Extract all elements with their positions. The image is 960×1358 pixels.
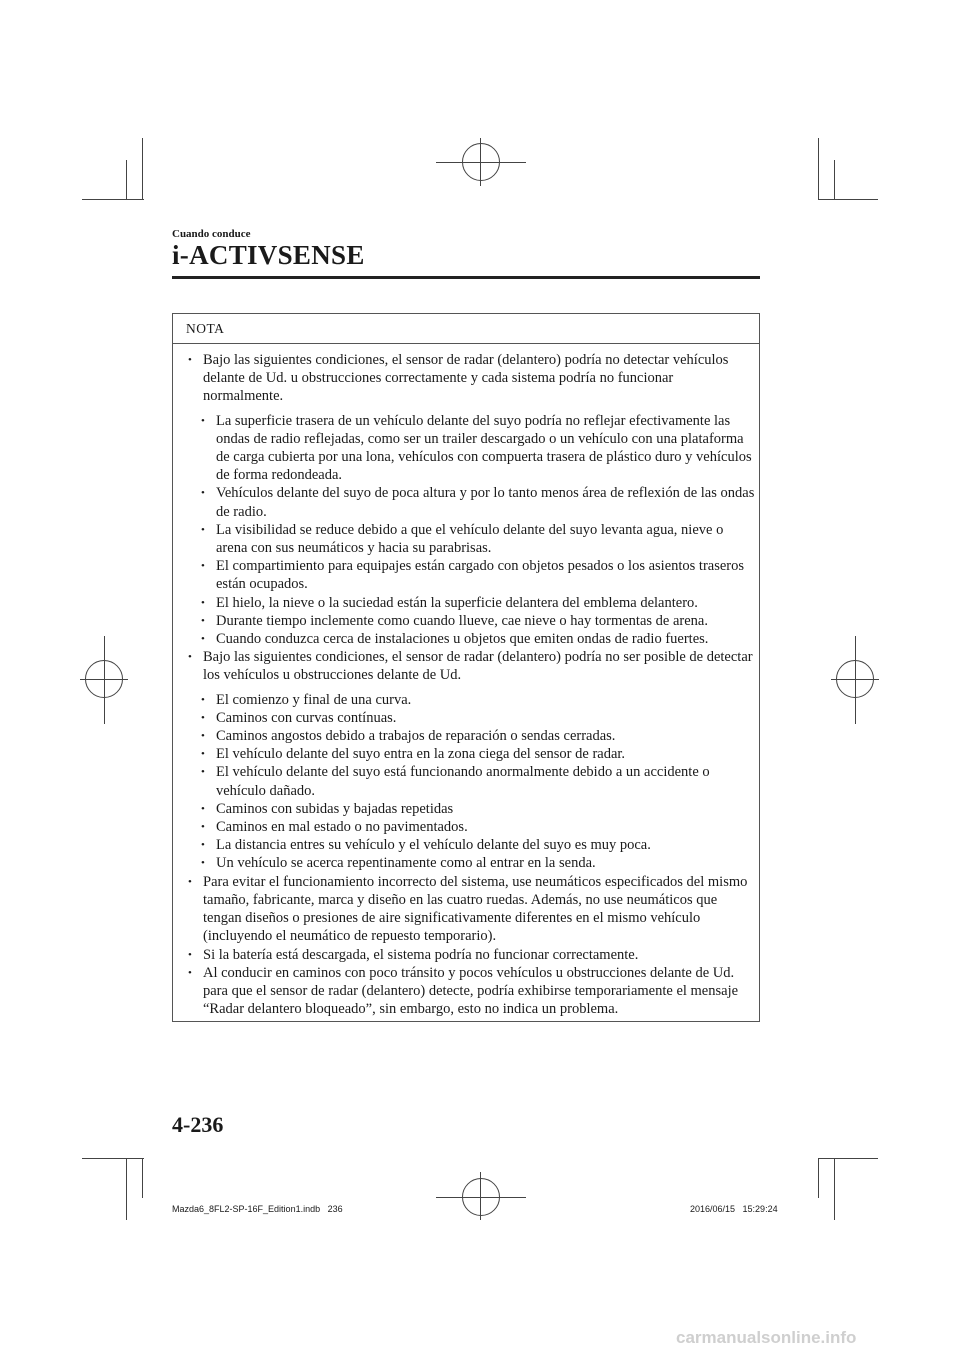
note-subitem: • La visibilidad se reduce debido a que el vehículo delante del suyo levanta agua, nieve o arena con sus neumáticos y hacia su parabrisas. <box>186 521 755 557</box>
title-rule <box>172 276 760 279</box>
note-sublist <box>186 691 759 873</box>
section-label: Cuando conduce <box>172 228 251 240</box>
page-number: 4-236 <box>172 1112 224 1137</box>
note-item-text: • Bajo las siguientes condiciones, el sensor de radar (delantero) podría no ser posible de detectar los vehículos u obstrucciones delante de Ud. <box>203 649 753 684</box>
note-subitem: • Vehículos delante del suyo de poca altura y por lo tanto menos área de reflexión de las ondas de radio. <box>186 484 755 520</box>
note-body <box>173 344 759 1018</box>
note-sublist <box>186 412 759 649</box>
note-item <box>186 946 755 964</box>
note-item-text: • Para evitar el funcionamiento incorrecto del sistema, use neumáticos especificados del mismo tamaño, fabricante, marca y diseño en las cuatro ruedas. Además, no use neumáticos que tengan diseños o presiones de aire significativamente diferentes en el mismo vehículo (incluyendo el neumático de repuesto temporario). <box>203 873 748 945</box>
file-info: Mazda6_8FL2-SP-16F_Edition1.indb 236 <box>172 1204 343 1214</box>
print-timestamp: 2016/06/15 15:29:24 <box>690 1204 778 1214</box>
note-item-text: • Bajo las siguientes condiciones, el sensor de radar (delantero) podría no detectar vehículos delante de Ud. u obstrucciones correctamente y cada sistema podría no funcionar normalmente. <box>203 352 729 405</box>
note-subitem: • El vehículo delante del suyo entra en la zona ciega del sensor de radar. <box>186 745 755 763</box>
note-subitem: • Caminos con curvas contínuas. <box>186 709 755 727</box>
note-item <box>186 873 755 946</box>
note-subitem: • Durante tiempo inclemente como cuando llueve, cae nieve o hay tormentas de arena. <box>186 612 755 630</box>
note-box <box>172 313 760 1022</box>
watermark: carmanualsonline.info <box>676 1328 857 1347</box>
note-subitem: • El hielo, la nieve o la suciedad están la superficie delantera del emblema delantero. <box>186 594 755 612</box>
note-item <box>186 964 755 1019</box>
note-label: NOTA <box>173 314 759 344</box>
note-subitem: • Caminos en mal estado o no pavimentados. <box>186 818 755 836</box>
note-subitem: • Caminos con subidas y bajadas repetidas <box>186 800 755 818</box>
page-title: i-ACTIVSENSE <box>172 240 365 270</box>
note-item-text: • Si la batería está descargada, el sistema podría no funcionar correctamente. <box>203 946 639 963</box>
note-subitem: • Cuando conduzca cerca de instalaciones u objetos que emiten ondas de radio fuertes. <box>186 630 755 648</box>
note-item-text: • Al conducir en caminos con poco tránsito y pocos vehículos u obstrucciones delante de Ud. para que el sensor de radar (delantero) detecte, podría exhibirse temporariamente el mensaje “Radar delantero bloqueado”, sin embargo, esto no indica un problema. <box>203 964 739 1018</box>
note-subitem: • El comienzo y final de una curva. <box>186 691 755 709</box>
note-subitem: • La distancia entres su vehículo y el vehículo delante del suyo es muy poca. <box>186 836 755 854</box>
note-subitem: • El compartimiento para equipajes están cargado con objetos pesados o los asientos traseros están ocupados. <box>186 557 755 593</box>
note-subitem: • Caminos angostos debido a trabajos de reparación o sendas cerradas. <box>186 727 755 745</box>
note-item <box>186 648 755 684</box>
note-subitem: • La superficie trasera de un vehículo delante del suyo podría no reflejar efectivamente las ondas de radio reflejadas, como ser un trailer descargado o un vehículo con una plataforma de carga cubierta por una lona, vehículos con compuerta trasera de plástico duro y vehículos de forma redondeada. <box>186 412 755 485</box>
note-subitem: • Un vehículo se acerca repentinamente como al entrar en la senda. <box>186 854 755 872</box>
note-subitem: • El vehículo delante del suyo está funcionando anormalmente debido a un accidente o vehículo dañado. <box>186 763 755 799</box>
note-item <box>186 351 755 406</box>
